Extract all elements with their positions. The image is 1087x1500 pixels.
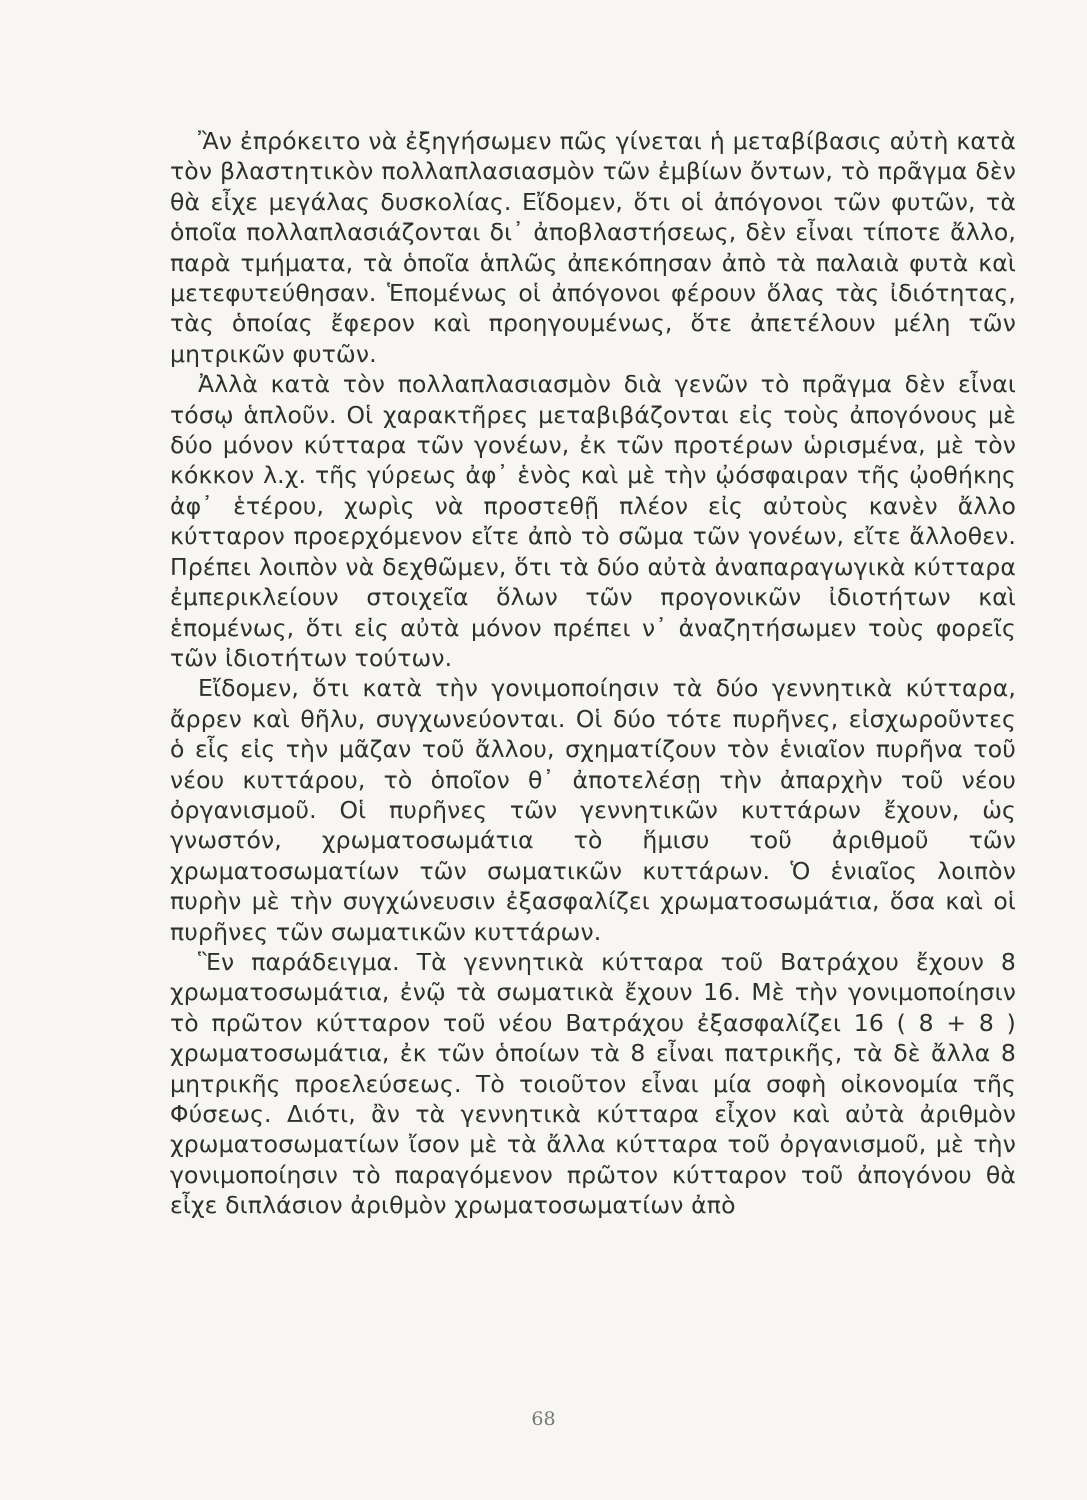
paragraph-2: Ἀλλὰ κατὰ τὸν πολλαπλασιασμὸν διὰ γενῶν τὸ πρᾶγμα δὲν εἶναι τόσῳ ἁπλοῦν. Οἱ χαρακτῆρες μεταβιβάζονται εἰς τοὺς ἀπογόνους μὲ δύο μόνον κύτταρα τῶν γονέων, ἐκ τῶν προτέρων ὡρισμένα, μὲ τὸν κόκκον λ.χ. τῆς γύρεως ἀφ᾽ ἑνὸς καὶ μὲ τὴν ᾠόσφαιραν τῆς ᾠοθήκης ἀφ᾽ ἑτέρου, χωρὶς νὰ προστεθῇ πλέον εἰς αὐτοὺς κανὲν ἄλλο κύτταρον προερχόμενον εἴτε ἀπὸ τὸ σῶμα τῶν γονέων, εἴτε ἄλλοθεν. Πρέπει λοιπὸν νὰ δεχθῶμεν, ὅτι τὰ δύο αὐτὰ ἀναπαραγωγικὰ κύτταρα ἐμπερικλείουν στοιχεῖα ὅλων τῶν προγονικῶν ἰδιοτήτων καὶ ἑπομένως, ὅτι εἰς αὐτὰ μόνον πρέπει ν᾽ ἀναζητήσωμεν τοὺς φορεῖς τῶν ἰδιοτήτων τούτων. [170, 370, 1016, 672]
paragraph-3: Εἴδομεν, ὅτι κατὰ τὴν γονιμοποίησιν τὰ δύο γεννητικὰ κύτταρα, ἄρρεν καὶ θῆλυ, συγχωνεύονται. Οἱ δύο τότε πυρῆνες, εἰσχωροῦντες ὁ εἷς εἰς τὴν μᾶζαν τοῦ ἄλλου, σχηματίζουν τὸν ἑνιαῖον πυρῆνα τοῦ νέου κυττάρου, τὸ ὁποῖον θ᾽ ἀποτελέσῃ τὴν ἀπαρχὴν τοῦ νέου ὀργανισμοῦ. Οἱ πυρῆνες τῶν γεννητικῶν κυττάρων ἔχουν, ὡς γνωστόν, χρωματοσωμάτια τὸ ἥμισυ τοῦ ἀριθμοῦ τῶν χρωματοσωματίων τῶν σωματικῶν κυττάρων. Ὁ ἑνιαῖος λοιπὸν πυρὴν μὲ τὴν συγχώνευσιν ἐξασφαλίζει χρωματοσωμάτια, ὅσα καὶ οἱ πυρῆνες τῶν σωματικῶν κυττάρων. [170, 674, 1016, 946]
page-number: 68 [531, 1408, 556, 1430]
paragraph-4: Ἓν παράδειγμα. Τὰ γεννητικὰ κύτταρα τοῦ Βατράχου ἔχουν 8 χρωματοσωμάτια, ἐνῷ τὰ σωματικὰ ἔχουν 16. Μὲ τὴν γονιμοποίησιν τὸ πρῶτον κύτταρον τοῦ νέου Βατράχου ἐξασφαλίζει 16 ( 8 + 8 ) χρωματοσωμάτια, ἐκ τῶν ὁποίων τὰ 8 εἶναι πατρικῆς, τὰ δὲ ἄλλα 8 μητρικῆς προελεύσεως. Τὸ τοιοῦτον εἶναι μία σοφὴ οἰκονομία τῆς Φύσεως. Διότι, ἂν τὰ γεννητικὰ κύτταρα εἶχον καὶ αὐτὰ ἀριθμὸν χρωματοσωματίων ἴσον μὲ τὰ ἄλλα κύτταρα τοῦ ὀργανισμοῦ, μὲ τὴν γονιμοποίησιν τὸ παραγόμενον πρῶτον κύτταρον τοῦ ἀπογόνου θὰ εἶχε διπλάσιον ἀριθμὸν χρωματοσωματίων ἀπὸ [170, 947, 1016, 1220]
paragraph-1: Ἂν ἐπρόκειτο νὰ ἐξηγήσωμεν πῶς γίνεται ἡ μεταβίβασις αὐτὴ κατὰ τὸν βλαστητικὸν πολλαπλασιασμὸν τῶν ἐμβίων ὄντων, τὸ πρᾶγμα δὲν θὰ εἶχε μεγάλας δυσκολίας. Εἴδομεν, ὅτι οἱ ἀπόγονοι τῶν φυτῶν, τὰ ὁποῖα πολλαπλασιάζονται δι᾽ ἀποβλαστήσεως, δὲν εἶναι τίποτε ἄλλο, παρὰ τμήματα, τὰ ὁποῖα ἁπλῶς ἀπεκόπησαν ἀπὸ τὰ παλαιὰ φυτὰ καὶ μετεφυτεύθησαν. Ἑπομένως οἱ ἀπόγονοι φέρουν ὅλας τὰς ἰδιότητας, τὰς ὁποίας ἔφερον καὶ προηγουμένως, ὅτε ἀπετέλουν μέλη τῶν μητρικῶν φυτῶν. [170, 127, 1016, 368]
body-text [170, 126, 1016, 1221]
